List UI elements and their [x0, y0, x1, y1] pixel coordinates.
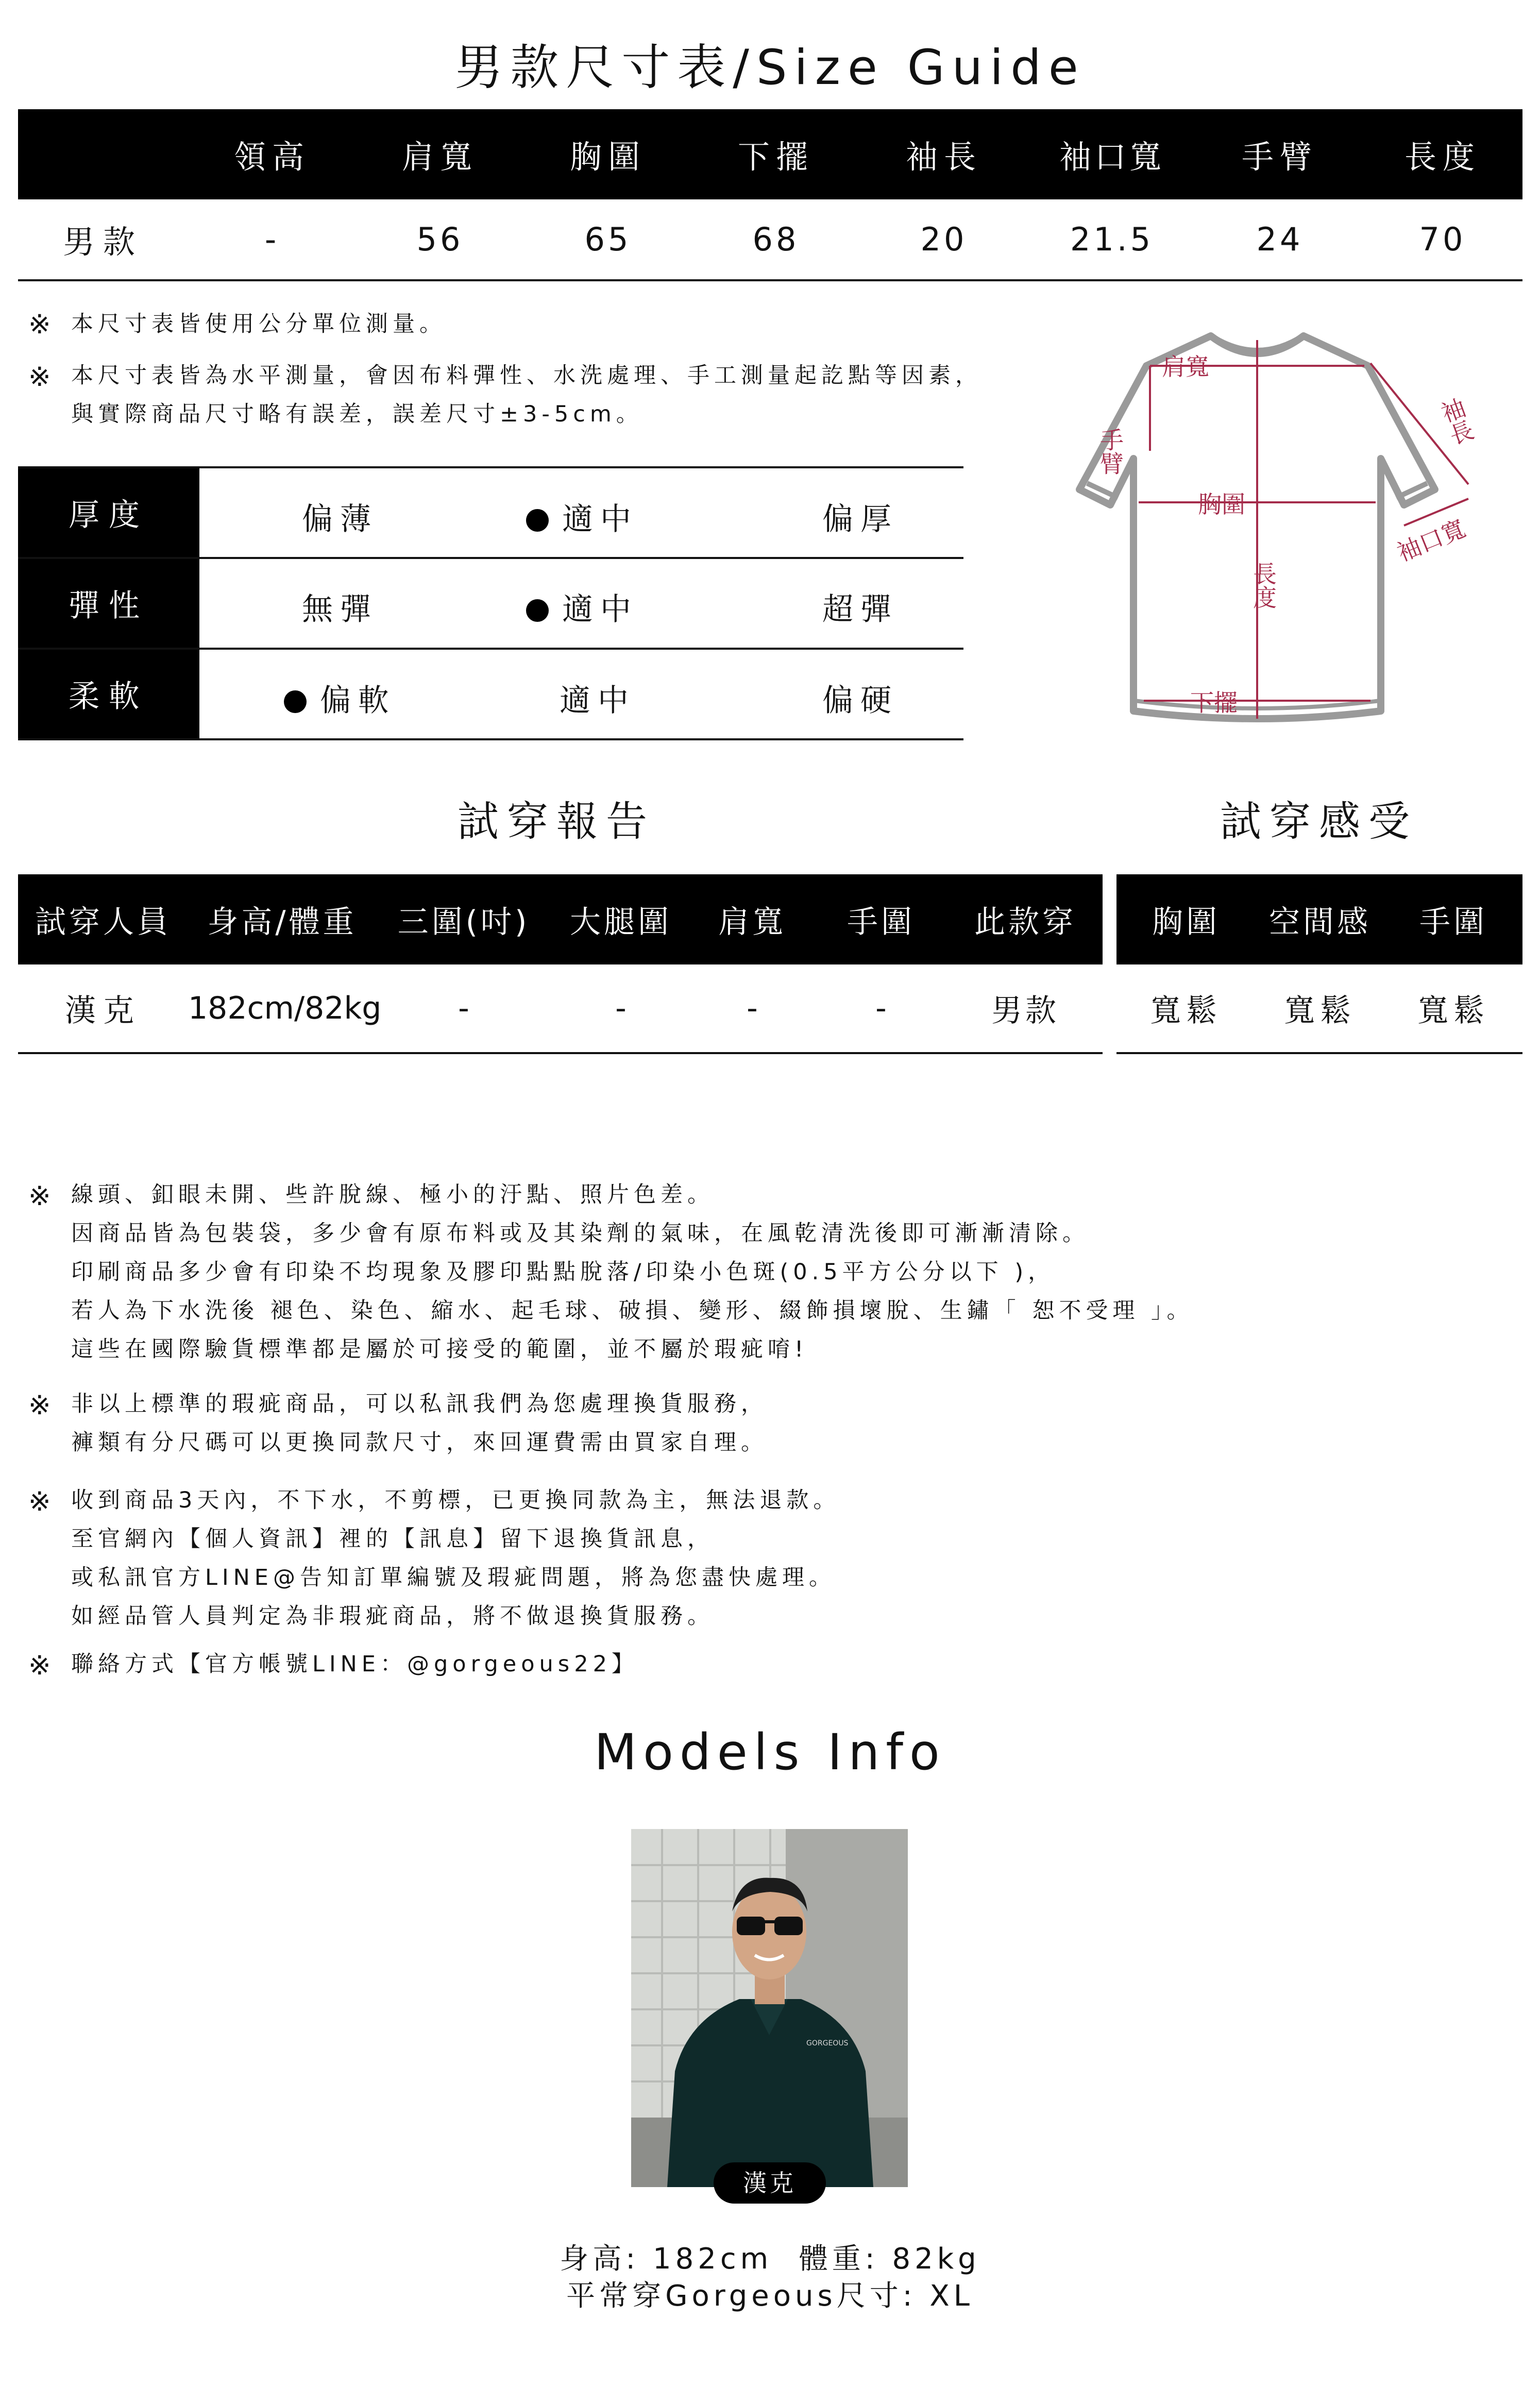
note-mark: ※: [28, 1650, 51, 1681]
selected-dot-icon: [284, 690, 307, 713]
header-space: 空間感: [1269, 904, 1371, 940]
header-cuff: 袖口寬: [1059, 138, 1164, 176]
note-mark: ※: [28, 1390, 51, 1421]
header-height-weight: 身高/體重: [207, 904, 357, 940]
option-no-stretch: 無彈: [302, 591, 378, 628]
feel-chest: 寬鬆: [1150, 993, 1222, 1029]
model-name-tag: 漢克: [714, 2162, 826, 2204]
divider: [18, 738, 963, 740]
value-chest: 65: [584, 221, 632, 258]
option-medium: 適中: [560, 683, 636, 719]
divider: [18, 279, 1522, 281]
model-height-weight: 身高: 182cm 體重: 82kg: [560, 2242, 980, 2276]
fit-report-title: 試穿報告: [458, 798, 655, 845]
notice-line: 若人為下水洗後 褪色、染色、縮水、起毛球、破損、變形、綴飾損壞脫、生鏽「 恕不受理 」。: [71, 1298, 1194, 1324]
notice-line: 這些在國際驗貨標準都是屬於可接受的範圍，並不屬於瑕疵唷!: [71, 1336, 808, 1362]
value-cuff: 21.5: [1070, 221, 1154, 258]
contact-line: 聯絡方式【官方帳號LINE：@gorgeous22】: [71, 1651, 638, 1677]
fabric-label-softness: 柔軟: [18, 650, 199, 738]
diagram-label-hem: 下擺: [1190, 689, 1238, 717]
selected-dot-icon: [526, 599, 549, 622]
size-table-header: [18, 109, 1522, 199]
selected-dot-icon: [526, 509, 549, 532]
option-super-stretch: 超彈: [822, 591, 899, 628]
fit-feel-title: 試穿感受: [1220, 798, 1418, 845]
header-tester: 試穿人員: [35, 904, 171, 940]
option-thick: 偏厚: [822, 501, 899, 537]
diagram-label-arm: 手臂: [1096, 428, 1124, 475]
notice-line: 或私訊官方LINE@告知訂單編號及瑕疵問題，將為您盡快處理。: [71, 1565, 836, 1590]
tshirt-measure-diagram: [1041, 319, 1525, 732]
size-guide-title: 男款尺寸表/Size Guide: [454, 40, 1086, 96]
model-usual-size: 平常穿Gorgeous尺寸: XL: [566, 2279, 974, 2313]
note-mark: ※: [28, 309, 51, 340]
size-note: 本尺寸表皆為水平測量，會因布料彈性、水洗處理、手工測量起訖點等因素，: [71, 363, 982, 388]
notice-line: 收到商品3天內，不下水，不剪標，已更換同款為主，無法退款。: [71, 1487, 840, 1513]
header-wearing: 此款穿: [974, 904, 1076, 940]
option-soft-selected: 偏軟: [247, 676, 433, 720]
header-arm: 手圍: [1419, 904, 1487, 940]
tester-wearing: 男款: [991, 993, 1059, 1029]
header-chest: 胸圍: [569, 138, 646, 176]
notice-line: 因商品皆為包裝袋，多少會有原布料或及其染劑的氣味，在風乾清洗後即可漸漸清除。: [71, 1221, 1089, 1246]
tester-name: 漢克: [65, 993, 141, 1029]
option-thin: 偏薄: [302, 501, 378, 537]
size-table-row: [18, 199, 1522, 279]
header-length: 長度: [1404, 138, 1481, 176]
header-measurements: 三圍(吋): [397, 904, 530, 940]
fit-feel-row: [1116, 964, 1522, 1052]
value-arm: 24: [1256, 221, 1304, 258]
model-photo: [631, 1829, 908, 2187]
value-length: 70: [1419, 221, 1466, 258]
notice-line: 如經品管人員判定為非瑕疵商品，將不做退換貨服務。: [71, 1603, 714, 1629]
header-chest: 胸圍: [1152, 904, 1220, 940]
fit-report-row: [18, 964, 1103, 1052]
notice-line: 褲類有分尺碼可以更換同款尺寸，來回運費需由買家自理。: [71, 1430, 768, 1455]
header-hem: 下擺: [737, 138, 814, 176]
size-note: 本尺寸表皆使用公分單位測量。: [71, 311, 446, 337]
header-sleeve: 袖長: [905, 138, 982, 176]
tester-height-weight: 182cm/82kg: [188, 990, 382, 1026]
note-mark: ※: [28, 1486, 51, 1517]
tester-arm-circ: -: [875, 990, 887, 1026]
diagram-label-shoulder: 肩寬: [1162, 353, 1209, 381]
diagram-label-sleeve: 袖長: [1434, 394, 1477, 449]
notice-line: 至官網內【個人資訊】裡的【訊息】留下退換貨訊息，: [71, 1526, 714, 1552]
option-hard: 偏硬: [822, 683, 899, 719]
value-hem: 68: [752, 221, 800, 258]
header-thigh: 大腿圍: [570, 904, 672, 940]
row-label: 男款: [62, 223, 143, 261]
value-collar: -: [264, 221, 280, 258]
fit-report-header: [18, 874, 1103, 964]
tester-shoulder: -: [747, 990, 758, 1026]
note-mark: ※: [28, 362, 51, 393]
size-note: 與實際商品尺寸略有誤差，誤差尺寸±3-5cm。: [71, 401, 643, 427]
header-arm-circ: 手圍: [847, 904, 915, 940]
header-collar: 領高: [233, 138, 310, 176]
diagram-label-length: 長度: [1249, 562, 1277, 609]
models-title: Models Info: [594, 1723, 946, 1781]
header-arm: 手臂: [1241, 138, 1318, 176]
value-shoulder: 56: [416, 221, 464, 258]
diagram-label-cuff: 袖口寬: [1393, 514, 1470, 567]
value-sleeve: 20: [920, 221, 968, 258]
notice-line: 印刷商品多少會有印染不均現象及膠印點點脫落/印染小色斑(0.5平方公分以下 )，: [71, 1259, 1055, 1285]
shirt-print: GORGEOUS: [806, 2039, 849, 2047]
tester-measurements: -: [458, 990, 469, 1026]
divider: [1116, 1052, 1522, 1054]
header-shoulder: 肩寬: [401, 138, 478, 176]
fabric-label-stretch: 彈性: [18, 559, 199, 648]
notice-line: 非以上標準的瑕疵商品，可以私訊我們為您處理換貨服務，: [71, 1391, 768, 1417]
tester-thigh: -: [615, 990, 627, 1026]
fabric-label-thickness: 厚度: [18, 468, 199, 557]
feel-arm: 寬鬆: [1417, 993, 1490, 1029]
note-mark: ※: [28, 1181, 51, 1212]
diagram-label-chest: 胸圍: [1198, 490, 1245, 518]
option-medium-selected: 適中: [505, 495, 659, 539]
fit-feel-header: [1116, 874, 1522, 964]
header-shoulder: 肩寬: [718, 904, 786, 940]
feel-space: 寬鬆: [1284, 993, 1356, 1029]
notice-line: 線頭、釦眼未開、些許脫線、極小的汙點、照片色差。: [71, 1182, 714, 1208]
divider: [18, 1052, 1103, 1054]
option-medium-selected: 適中: [505, 585, 659, 629]
